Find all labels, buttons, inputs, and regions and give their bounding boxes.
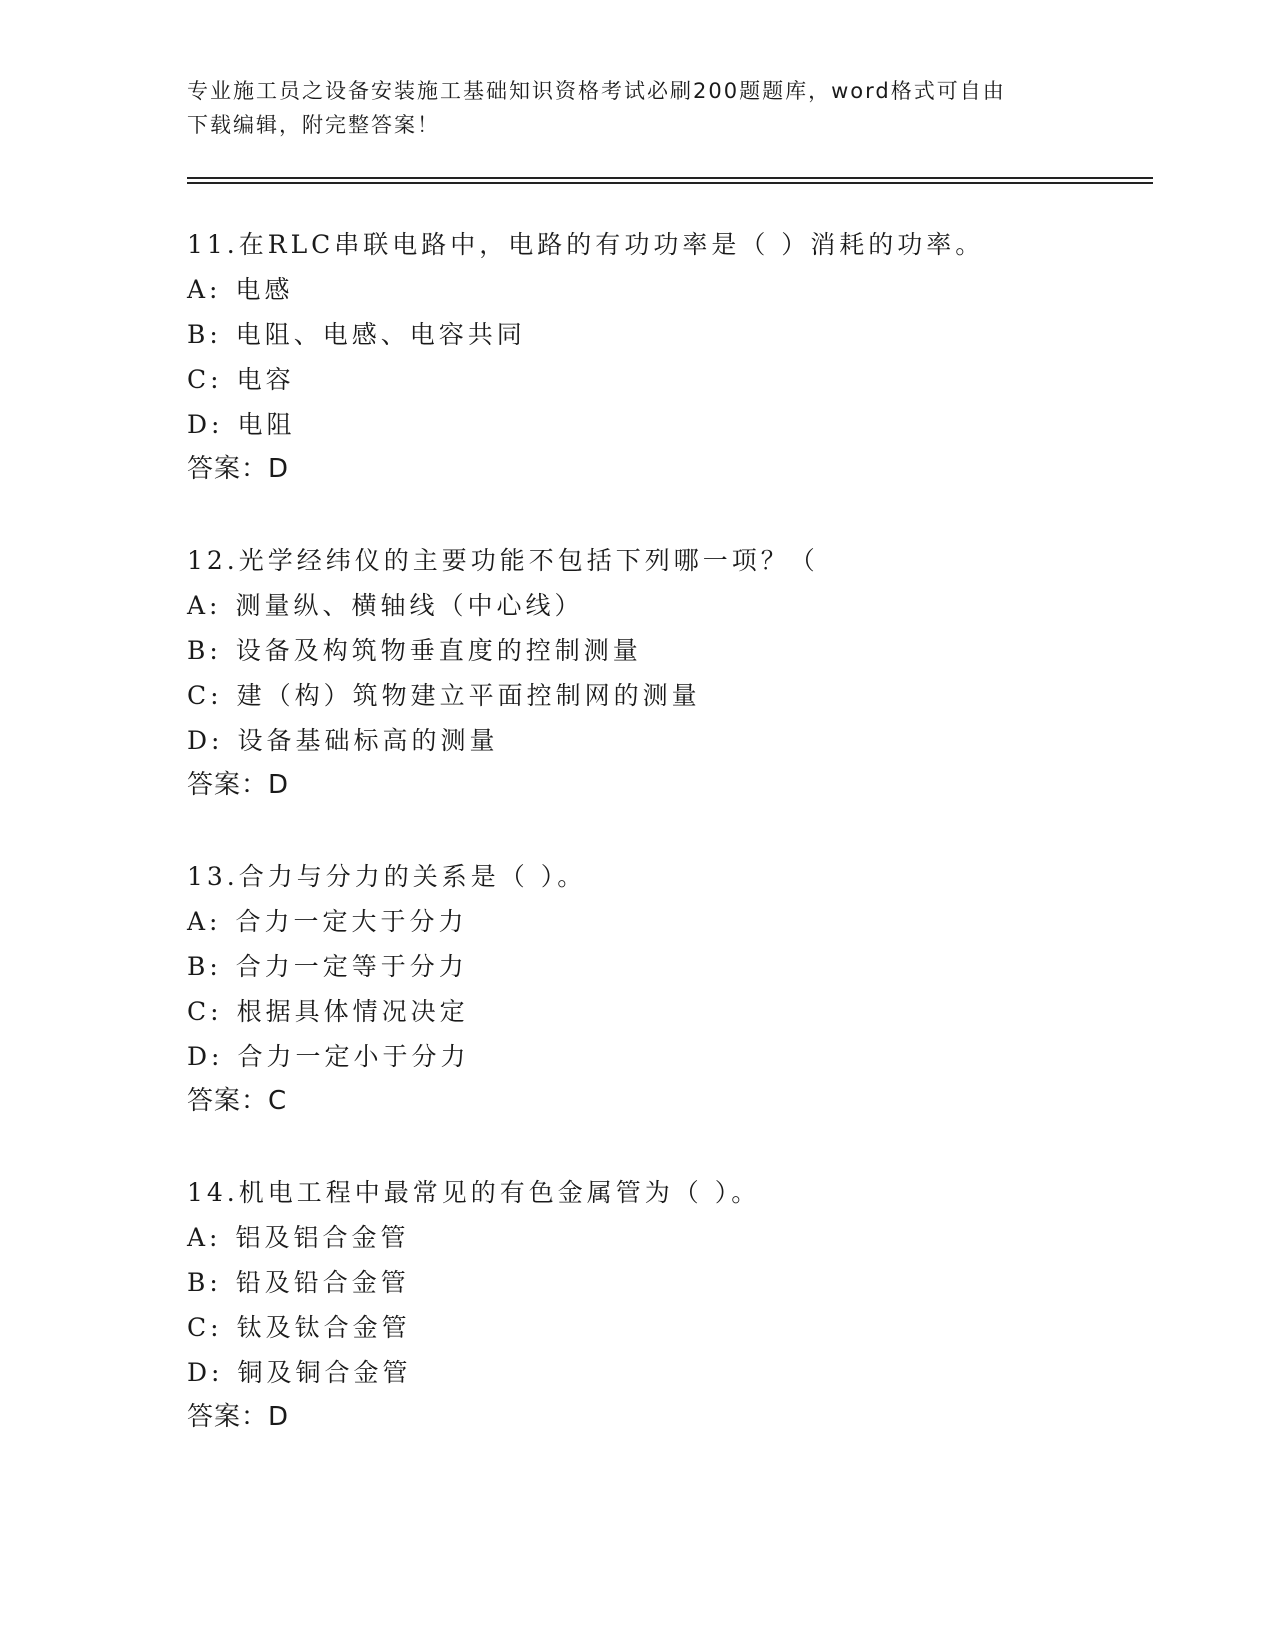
option-text: 电阻、电感、电容共同 [235,320,526,349]
option-b [187,944,1147,989]
option-d [187,402,1147,447]
option-c [187,357,1147,402]
option-key: D: [187,1042,224,1071]
option-text: 设备基础标高的测量 [237,726,499,755]
answer-line: 答案：D [187,454,290,484]
option-c [187,673,1147,718]
header-line-2: 下载编辑，附完整答案！ [187,113,440,137]
option-text: 测量纵、横轴线（中心线） [235,591,584,620]
option-key: A: [187,591,222,620]
option-text: 铝及铝合金管 [235,1223,410,1252]
option-key: D: [187,410,224,439]
option-d [187,1350,1147,1395]
option-key: C: [187,365,223,394]
option-key: B: [187,636,222,665]
question-block [187,538,1147,808]
option-a [187,899,1147,944]
option-key: D: [187,1358,224,1387]
option-text: 合力一定小于分力 [237,1042,470,1071]
document-header [187,74,1067,142]
option-a [187,267,1147,312]
answer-line: 答案：C [187,1086,288,1116]
option-key: C: [187,997,223,1026]
option-d [187,1034,1147,1079]
option-b [187,312,1147,357]
option-key: B: [187,952,222,981]
answer-line: 答案：D [187,770,290,800]
option-text: 铜及铜合金管 [237,1358,412,1387]
question-stem: 14.机电工程中最常见的有色金属管为（ ）。 [187,1178,761,1207]
question-stem: 11.在RLC串联电路中，电路的有功功率是（ ）消耗的功率。 [187,230,985,259]
option-b [187,628,1147,673]
option-text: 铅及铅合金管 [235,1268,410,1297]
option-text: 合力一定等于分力 [235,952,468,981]
option-text: 合力一定大于分力 [235,907,468,936]
header-divider-top [187,177,1153,179]
option-text: 钛及钛合金管 [236,1313,411,1342]
question-block [187,1170,1147,1440]
option-d [187,718,1147,763]
header-line-1: 专业施工员之设备安装施工基础知识资格考试必刷200题题库，word格式可自由 [187,79,1006,103]
question-stem: 13.合力与分力的关系是（ ）。 [187,862,587,891]
option-key: A: [187,275,222,304]
option-key: C: [187,1313,223,1342]
option-key: C: [187,681,223,710]
option-c [187,989,1147,1034]
option-b [187,1260,1147,1305]
option-text: 电容 [236,365,295,394]
option-text: 电阻 [237,410,296,439]
question-block [187,222,1147,492]
option-text: 根据具体情况决定 [236,997,469,1026]
option-text: 建（构）筑物建立平面控制网的测量 [236,681,701,710]
answer-line: 答案：D [187,1402,290,1432]
option-text: 设备及构筑物垂直度的控制测量 [235,636,642,665]
option-key: B: [187,320,222,349]
option-c [187,1305,1147,1350]
question-block [187,854,1147,1124]
option-text: 电感 [235,275,294,304]
question-stem: 12.光学经纬仪的主要功能不包括下列哪一项？（ [187,546,819,575]
option-key: B: [187,1268,222,1297]
option-key: A: [187,1223,222,1252]
option-key: A: [187,907,222,936]
option-a [187,583,1147,628]
header-divider-bottom [187,182,1153,184]
option-a [187,1215,1147,1260]
option-key: D: [187,726,224,755]
